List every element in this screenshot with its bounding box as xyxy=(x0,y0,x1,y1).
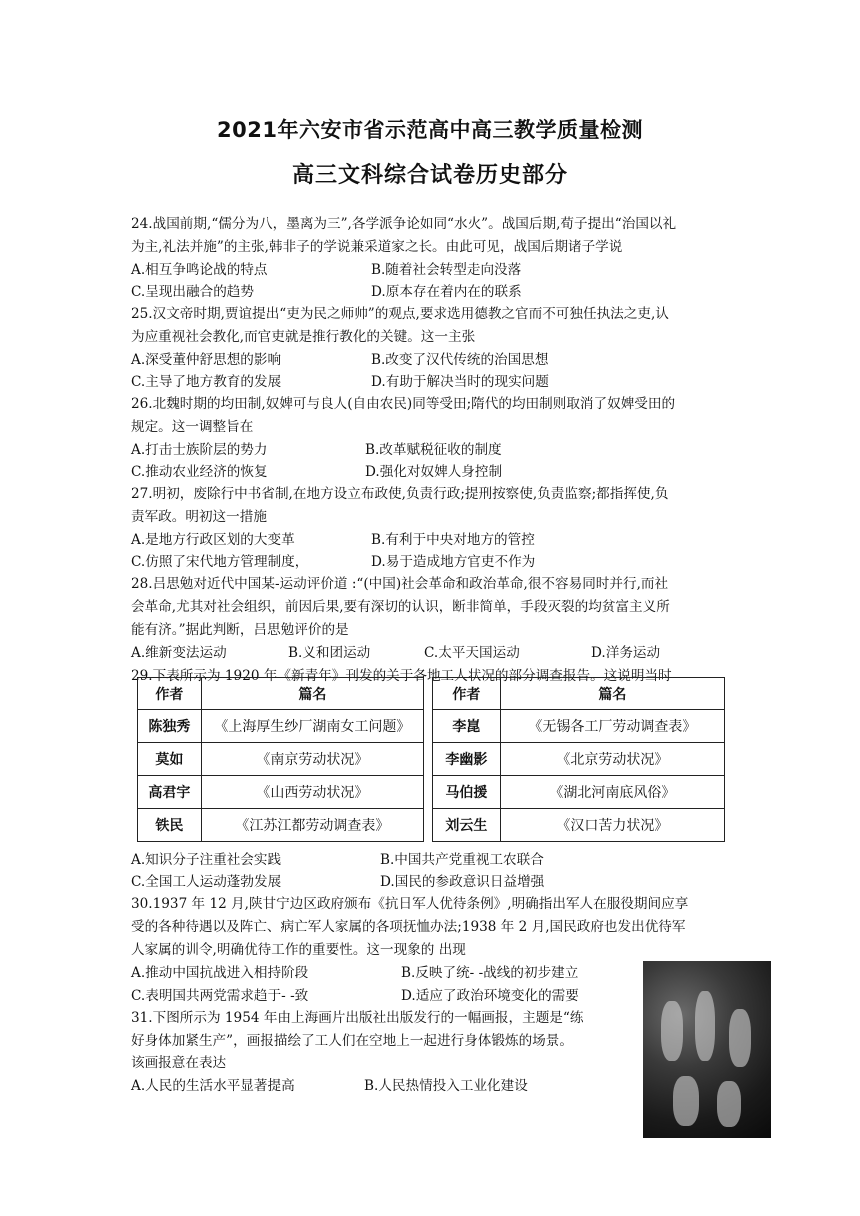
q26-stem-line1: 26.北魏时期的均田制,奴婢可与良人(自由农民)同等受田;隋代的均田制则取消了奴婢受田的 xyxy=(131,396,676,412)
q29-option-d: D.国民的参政意识日益增强 xyxy=(380,874,545,890)
table-header-author: 作者 xyxy=(433,678,501,710)
table-header-title: 篇名 xyxy=(500,678,724,710)
q25-option-d: D.有助于解决当时的现实问题 xyxy=(371,374,549,390)
q30-stem-line2: 受的各种待遇以及阵亡、病亡军人家属的各项抚恤办法;1938 年 2 月,国民政府也发出优待军 xyxy=(131,919,686,935)
q28-option-d: D.洋务运动 xyxy=(591,645,661,661)
q28-option-b: B.义和团运动 xyxy=(288,645,371,661)
table-cell-author: 高君宇 xyxy=(138,776,202,809)
q27-option-c: C.仿照了宋代地方管理制度， xyxy=(131,554,309,570)
poster-image xyxy=(643,961,771,1138)
table-cell-title: 《汉口苦力状况》 xyxy=(500,809,724,842)
q30-option-d: D.适应了政治环境变化的需要 xyxy=(401,988,579,1004)
q29-option-c: C.全国工人运动蓬勃发展 xyxy=(131,874,282,890)
table-cell-title: 《江苏江都劳动调查表》 xyxy=(201,809,423,842)
q24-option-d: D.原本存在着内在的联系 xyxy=(371,284,522,300)
table-cell-author: 刘云生 xyxy=(433,809,501,842)
q28-option-c: C.太平天国运动 xyxy=(424,645,520,661)
exam-title: 2021年六安市省示范高中高三教学质量检测 xyxy=(217,118,643,142)
q26-option-a: A.打击士族阶层的势力 xyxy=(131,442,268,458)
q26-stem-line2: 规定。这一调整旨在 xyxy=(131,419,254,435)
q24-option-a: A.相互争鸣论战的特点 xyxy=(131,262,268,278)
table-cell-author: 铁民 xyxy=(138,809,202,842)
q28-stem-line1: 28.吕思勉对近代中国某-运动评价道 :“(中国)社会革命和政治革命,很不容易同时并行,而社 xyxy=(131,576,669,592)
table-cell-author: 李幽影 xyxy=(433,743,501,776)
table-cell-title: 《无锡各工厂劳动调查表》 xyxy=(500,710,724,743)
survey-table-left xyxy=(137,677,424,842)
table-row xyxy=(138,710,424,743)
q30-option-a: A.推动中国抗战进入相持阶段 xyxy=(131,965,309,981)
exam-subtitle: 高三文科综合试卷历史部分 xyxy=(291,163,568,188)
q31-option-a: A.人民的生活水平显著提高 xyxy=(131,1078,295,1094)
q30-option-b: B.反映了统- -战线的初步建立 xyxy=(401,965,579,981)
table-cell-author: 莫如 xyxy=(138,743,202,776)
q29-option-b: B.中国共产党重视工农联合 xyxy=(380,852,544,868)
q29-stem-line1: 29.下表所示为 1920 年《新青年》刊发的关于各地工人状况的部分调查报告。这说明当时 xyxy=(131,668,672,684)
table-row xyxy=(138,743,424,776)
q25-option-b: B.改变了汉代传统的治国思想 xyxy=(371,352,549,368)
q31-stem-line1: 31.下图所示为 1954 年由上海画片出版社出版发行的一幅画报，主题是“练 xyxy=(131,1010,584,1026)
q27-option-a: A.是地方行政区划的大变革 xyxy=(131,532,295,548)
q31-option-b: B.人民热情投入工业化建设 xyxy=(364,1078,528,1094)
table-cell-title: 《北京劳动状况》 xyxy=(500,743,724,776)
q24-stem-line1: 24.战国前期,“儒分为八，墨离为三”,各学派争论如同“水火”。战国后期,荀子提出“治国以礼 xyxy=(131,216,677,232)
q25-option-c: C.主导了地方教育的发展 xyxy=(131,374,282,390)
q27-stem-line2: 责军政。明初这一措施 xyxy=(131,509,267,525)
survey-table-right xyxy=(432,677,725,842)
q25-stem-line2: 为应重视社会教化,而官吏就是推行教化的关键。这一主张 xyxy=(131,329,476,345)
q28-stem-line2: 会革命,尤其对社会组织，前因后果,要有深切的认识，断非简单，手段灭裂的均贫富主义所 xyxy=(131,599,670,615)
table-row xyxy=(433,710,725,743)
table-row xyxy=(138,776,424,809)
table-row xyxy=(138,809,424,842)
q27-option-b: B.有利于中央对地方的管控 xyxy=(371,532,535,548)
q26-option-c: C.推动农业经济的恢复 xyxy=(131,464,268,480)
q31-stem-line3: 该画报意在表达 xyxy=(131,1055,227,1071)
q28-option-a: A.维新变法运动 xyxy=(131,645,227,661)
q31-stem-line2: 好身体加紧生产”，画报描绘了工人们在空地上一起进行身体锻炼的场景。 xyxy=(131,1033,573,1049)
q25-stem-line1: 25.汉文帝时期,贾谊提出“吏为民之师帅”的观点,要求选用德教之官而不可独任执法之吏,认 xyxy=(131,306,669,322)
q26-option-b: B.改革赋税征收的制度 xyxy=(365,442,502,458)
table-row xyxy=(433,743,725,776)
table-cell-title: 《上海厚生纱厂湖南女工问题》 xyxy=(201,710,423,743)
q26-option-d: D.强化对奴婢人身控制 xyxy=(365,464,503,480)
q24-option-b: B.随着社会转型走向没落 xyxy=(371,262,522,278)
q28-stem-line3: 能有济。”据此判断，吕思勉评价的是 xyxy=(131,622,349,638)
q30-stem-line1: 30.1937 年 12 月,陕甘宁边区政府颁布《抗日军人优待条例》,明确指出军人在服役期间应享 xyxy=(131,896,689,912)
q30-stem-line3: 人家属的训令,明确优待工作的重要性。这一现象的 出现 xyxy=(131,942,466,958)
table-cell-author: 李崑 xyxy=(433,710,501,743)
table-header-author: 作者 xyxy=(138,678,202,710)
table-cell-author: 马伯援 xyxy=(433,776,501,809)
table-cell-title: 《山西劳动状况》 xyxy=(201,776,423,809)
table-row xyxy=(433,809,725,842)
table-cell-title: 《湖北河南底风俗》 xyxy=(500,776,724,809)
table-row xyxy=(433,776,725,809)
q24-option-c: C.呈现出融合的趋势 xyxy=(131,284,254,300)
q24-stem-line2: 为主,礼法并施”的主张,韩非子的学说兼采道家之长。由此可见，战国后期诸子学说 xyxy=(131,239,623,255)
q27-stem-line1: 27.明初，废除行中书省制,在地方设立布政使,负责行政;提刑按察使,负责监察;都指挥使,负 xyxy=(131,486,669,502)
q29-option-a: A.知识分子注重社会实践 xyxy=(131,852,282,868)
q25-option-a: A.深受董仲舒思想的影响 xyxy=(131,352,282,368)
q30-option-c: C.表明国共两党需求趋于- -致 xyxy=(131,988,309,1004)
table-header-title: 篇名 xyxy=(201,678,423,710)
table-cell-author: 陈独秀 xyxy=(138,710,202,743)
q27-option-d: D.易于造成地方官吏不作为 xyxy=(371,554,536,570)
table-cell-title: 《南京劳动状况》 xyxy=(201,743,423,776)
